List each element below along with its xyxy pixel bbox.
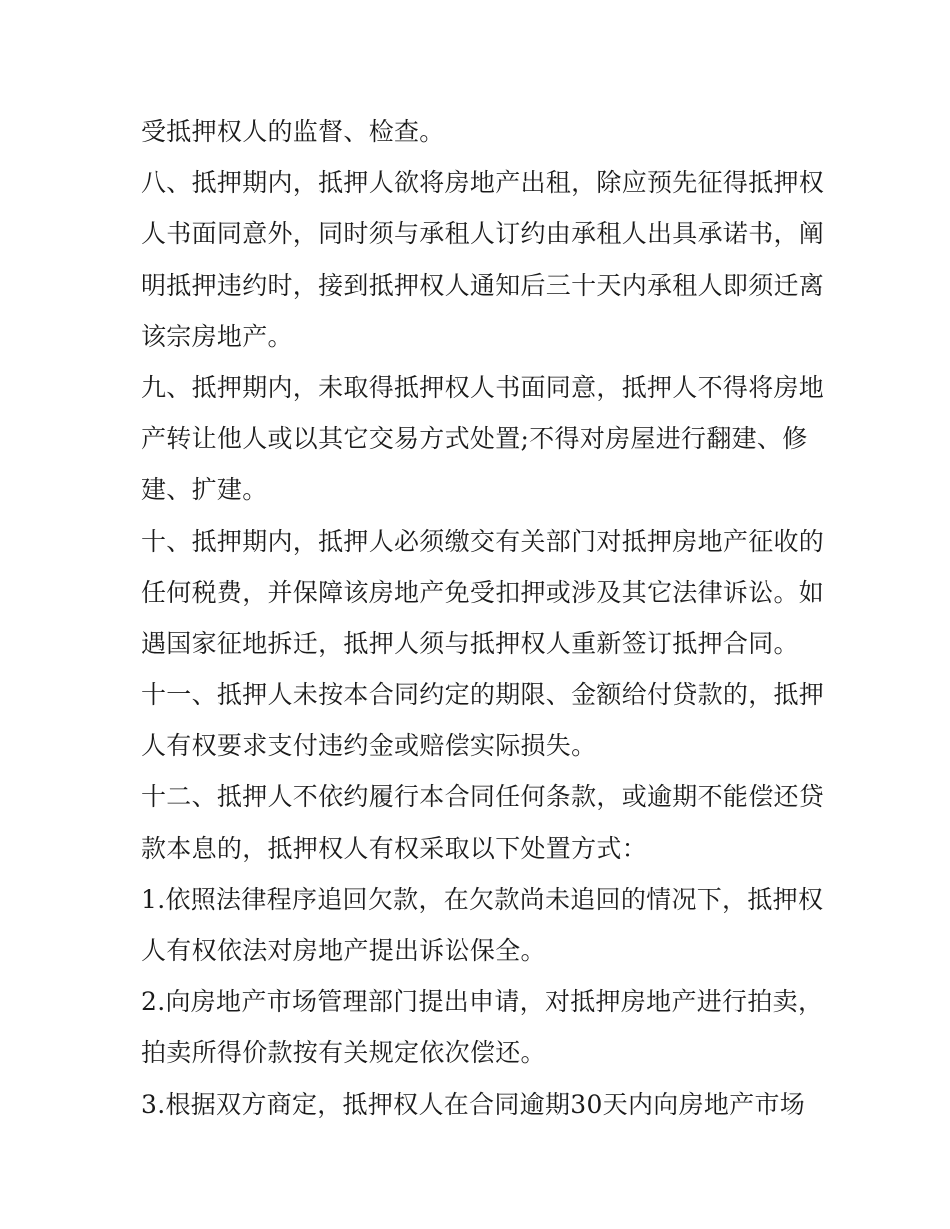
- text-line: 明抵押违约时，接到抵押权人通知后三十天内承租人即须迁离: [141, 270, 825, 300]
- text-line: 3.根据双方商定，抵押权人在合同逾期30天内向房地产市场: [141, 1089, 806, 1119]
- text-line: 建、扩建。: [141, 475, 268, 505]
- document-body: [141, 106, 825, 1130]
- text-line: 十、抵押期内，抵押人必须缴交有关部门对抵押房地产征收的: [141, 526, 825, 556]
- text-line: 十一、抵押人未按本合同约定的期限、金额给付贷款的，抵押: [141, 680, 825, 710]
- text-line: 1.依照法律程序追回欠款，在欠款尚未追回的情况下，抵押权: [141, 884, 824, 914]
- text-line: 2.向房地产市场管理部门提出申请，对抵押房地产进行拍卖，: [141, 987, 824, 1017]
- text-line: 九、抵押期内，未取得抵押权人书面同意，抵押人不得将房地: [141, 372, 825, 402]
- text-line: 该宗房地产。: [141, 321, 293, 351]
- text-line: 受抵押权人的监督、检查。: [141, 117, 445, 146]
- text-line: 八、抵押期内，抵押人欲将房地产出租，除应预先征得抵押权: [141, 168, 825, 198]
- text-line: 人有权要求支付违约金或赔偿实际损失。: [141, 731, 597, 761]
- text-line: 人有权依法对房地产提出诉讼保全。: [141, 936, 546, 965]
- text-line: 任何税费，并保障该房地产免受扣押或涉及其它法律诉讼。如: [141, 577, 825, 607]
- text-line: 遇国家征地拆迁，抵押人须与抵押权人重新签订抵押合同。: [141, 628, 799, 658]
- text-line: 产转让他人或以其它交易方式处置;不得对房屋进行翻建、修: [141, 424, 808, 454]
- text-line: 拍卖所得价款按有关规定依次偿还。: [141, 1038, 546, 1068]
- text-line: 人书面同意外，同时须与承租人订约由承租人出具承诺书，阐: [141, 219, 825, 249]
- text-line: 十二、抵押人不依约履行本合同任何条款，或逾期不能偿还贷: [141, 782, 825, 812]
- text-line: 款本息的，抵押权人有权采取以下处置方式：: [141, 833, 648, 863]
